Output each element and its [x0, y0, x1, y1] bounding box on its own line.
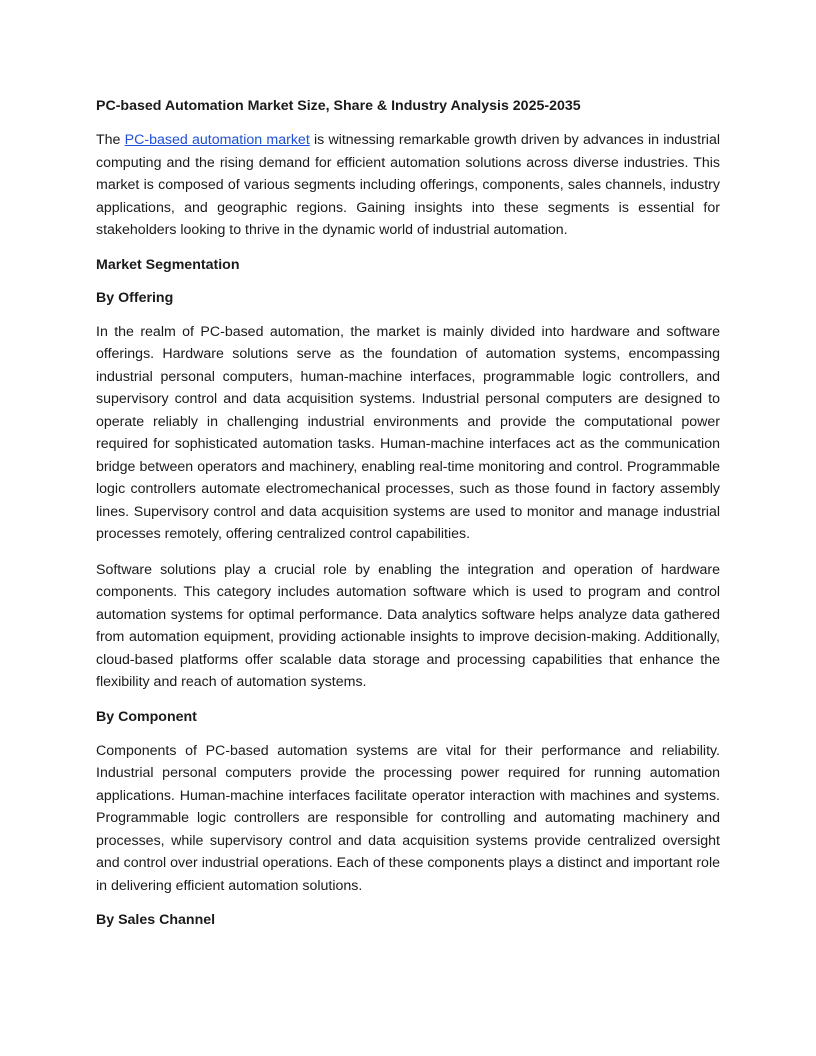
document-page [96, 96, 720, 943]
market-report-link[interactable]: PC-based automation market [124, 132, 310, 148]
intro-text-after-link: is witnessing remarkable growth driven by advances in industrial computing and the rising demand for efficient automation solutions across diverse industries. This market is composed of various segments including offerings, components, sales channels, industry applications, and geographic regions. Gaining insights into these segments is essential for stakeholders looking to thrive in the dynamic world of industrial automation. [96, 132, 720, 238]
component-paragraph: Components of PC-based automation systems are vital for their performance and reliability. Industrial personal computers provide the processing power required for running automation applications. Human-machine interfaces facilitate operator interaction with machines and systems. Programmable logic controllers are responsible for controlling and automating machinery and processes, while supervisory control and data acquisition systems provide centralized oversight and control over industrial operations. Each of these components plays a distinct and important role in delivering efficient automation solutions. [96, 742, 720, 894]
heading-by-sales-channel: By Sales Channel [96, 912, 216, 928]
heading-by-offering: By Offering [96, 289, 174, 306]
intro-paragraph [96, 129, 720, 242]
offering-paragraph-hardware: In the realm of PC-based automation, the market is mainly divided into hardware and software offerings. Hardware solutions serve as the foundation of automation systems, encompassing industrial personal computers, human-machine interfaces, programmable logic controllers, and supervisory control and data acquisition systems. Industrial personal computers are designed to operate reliably in challenging industrial environments and provide the computational power required for sophisticated automation tasks. Human-machine interfaces act as the communication bridge between operators and machinery, enabling real-time monitoring and control. Programmable logic controllers automate electromechanical processes, such as those found in factory assembly lines. Supervisory control and data acquisition systems are used to monitor and manage industrial processes remotely, offering centralized control capabilities. [96, 323, 720, 542]
document-title: PC-based Automation Market Size, Share & Industry Analysis 2025-2035 [96, 98, 581, 114]
intro-text-before-link: The [96, 132, 125, 148]
heading-market-segmentation: Market Segmentation [96, 256, 240, 273]
heading-by-component: By Component [96, 708, 197, 725]
offering-paragraph-software: Software solutions play a crucial role by enabling the integration and operation of hardware components. This category includes automation software which is used to program and control automation systems for optimal performance. Data analytics software helps analyze data gathered from automation equipment, providing actionable insights to improve decision-making. Additionally, cloud-based platforms offer scalable data storage and processing capabilities that enhance the flexibility and reach of automation systems. [96, 561, 720, 690]
